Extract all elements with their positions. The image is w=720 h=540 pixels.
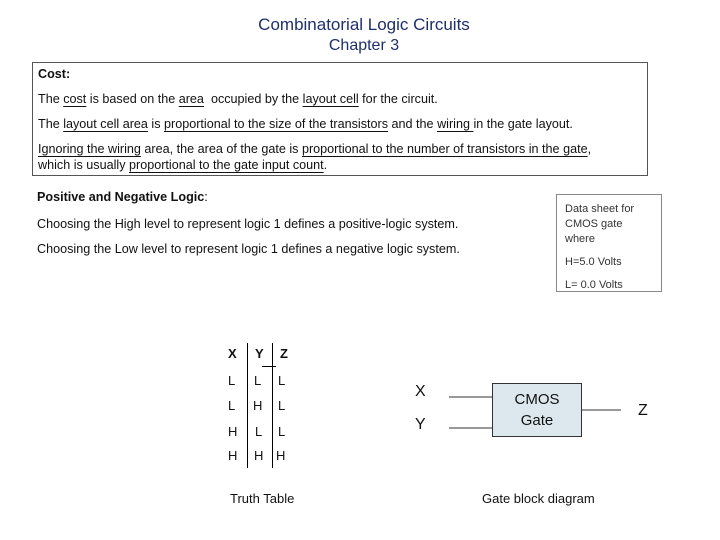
underlined-text: cost [63, 92, 87, 106]
text: is based on the [86, 92, 179, 106]
page-title: Combinatorial Logic Circuits [258, 15, 470, 34]
cost-heading: Cost: [38, 67, 71, 81]
logic-heading-text: Positive and Negative Logic [37, 190, 205, 204]
datasheet-line-3: where [565, 233, 595, 245]
text: : [204, 190, 208, 204]
text: . [323, 158, 328, 172]
truth-table-cell: H [253, 398, 263, 413]
underlined-text: layout cell area [63, 117, 148, 131]
gate-diagram-caption: Gate block diagram [482, 491, 595, 506]
gate-input-x-label: X [415, 383, 426, 400]
truth-table-cell: L [278, 398, 286, 413]
truth-table-caption: Truth Table [230, 491, 295, 506]
truth-table-header-y: Y [255, 346, 264, 361]
text: The [38, 92, 64, 106]
truth-table-cell: L [228, 398, 236, 413]
gate-input-y-label: Y [415, 416, 426, 433]
truth-table-cell: H [228, 448, 238, 463]
underlined-text: wiring [437, 117, 474, 131]
truth-table-header-z: Z [280, 346, 288, 361]
text: area, the area of the gate is [140, 142, 302, 156]
underlined-text: proportional to the gate input count [129, 158, 324, 172]
underlined-text: proportional to the size of the transistors [164, 117, 389, 131]
logic-line-2: Choosing the Low level to represent logic 1 defines a negative logic system. [37, 242, 460, 256]
text: in the gate layout. [473, 117, 573, 131]
text: which is usually [38, 158, 129, 172]
underlined-text: proportional to the number of transistors in the gate [301, 142, 588, 156]
page-subtitle: Chapter 3 [328, 37, 400, 54]
gate-label-line-2: Gate [520, 412, 554, 429]
truth-table-header-x: X [228, 346, 237, 361]
truth-table-cell: H [254, 448, 264, 463]
gate-label-line-1: CMOS [514, 391, 560, 408]
truth-table-cell: L [254, 373, 262, 388]
underlined-text: area [178, 92, 204, 106]
text: occupied by the [203, 92, 303, 106]
text: , [587, 142, 592, 156]
datasheet-low: L= 0.0 Volts [565, 279, 623, 291]
cmos-gate-box [492, 383, 582, 437]
truth-table-cell: H [276, 448, 286, 463]
truth-table-cell: L [278, 424, 286, 439]
underlined-text: layout cell [302, 92, 359, 106]
datasheet-line-2: CMOS gate [565, 218, 623, 230]
gate-output-z-label: Z [638, 402, 648, 419]
text: for the circuit. [358, 92, 438, 106]
logic-line-1: Choosing the High level to represent logic 1 defines a positive-logic system. [37, 217, 459, 231]
truth-table-cell: L [278, 373, 286, 388]
truth-table-cell: L [228, 373, 236, 388]
text: is [147, 117, 165, 131]
datasheet-line-1: Data sheet for [565, 203, 635, 215]
underlined-text: Ignoring the wiring [38, 142, 141, 156]
text: and the [388, 117, 438, 131]
text: The [38, 117, 64, 131]
truth-table-cell: H [228, 424, 238, 439]
datasheet-high: H=5.0 Volts [565, 256, 622, 268]
truth-table-cell: L [255, 424, 263, 439]
